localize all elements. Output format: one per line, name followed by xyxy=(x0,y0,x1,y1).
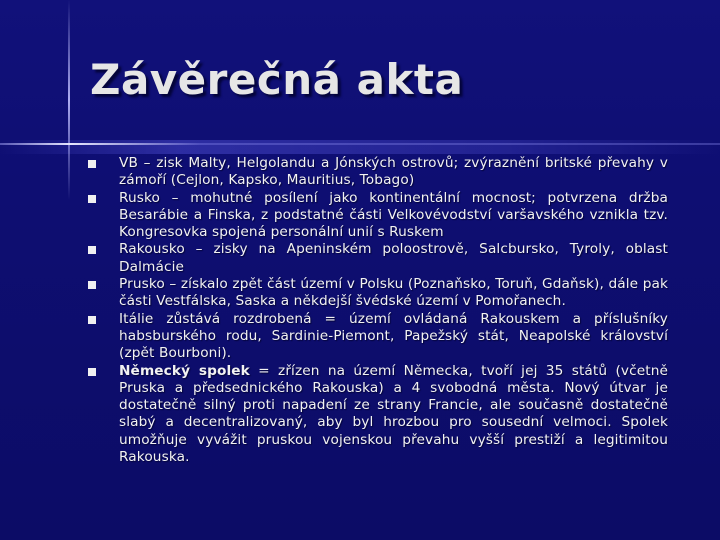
bullet-item xyxy=(88,190,668,242)
bullet-text: = zřízen na území Německa, tvoří jej 35 států (včetně Pruska a předsednického Rakouska) a 4 svobodná města. Nový útvar je dostatečně silný proti napadení ze strany Francie, ale současně dostatečně slabý a decentralizovaný, aby byl hrozbou pro sousední velmoci. Spolek umožňuje vyvážit pruskou vojenskou převahu vyšší prestiží a legitimitou Rakouska. xyxy=(119,362,669,466)
slide-title: Závěrečná akta xyxy=(90,55,464,104)
bullet-item xyxy=(88,241,668,276)
square-bullet-icon xyxy=(88,368,96,376)
bullet-list xyxy=(88,155,668,466)
bullet-item xyxy=(88,363,668,467)
bullet-item xyxy=(88,276,668,311)
decorative-vertical-line xyxy=(68,0,70,200)
bullet-item xyxy=(88,155,668,190)
square-bullet-icon xyxy=(88,160,96,168)
bullet-text: Itálie zůstává rozdrobená = území ovládaná Rakouskem a příslušníky habsburského rodu, Sardinie-Piemont, Papežský stát, Neapolské království (zpět Bourboni). xyxy=(119,310,668,362)
bullet-strong-text: Německý spolek xyxy=(119,362,250,379)
square-bullet-icon xyxy=(88,246,96,254)
bullet-item xyxy=(88,311,668,363)
bullet-text: Prusko – získalo zpět část území v Polsku (Poznaňsko, Toruň, Gdaňsk), dále pak části Vestfálska, Saska a někdejší švédské území v Pomořanech. xyxy=(119,276,668,310)
square-bullet-icon xyxy=(88,281,96,289)
bullet-text: Rusko – mohutné posílení jako kontinentální mocnost; potvrzena držba Besarábie a Finska, z podstatné části Velkovévodství varšavského vznikla tzv. Kongresovka spojená personální unií s Ruskem xyxy=(119,189,668,241)
square-bullet-icon xyxy=(88,195,96,203)
decorative-horizontal-line xyxy=(0,143,200,145)
square-bullet-icon xyxy=(88,316,96,324)
bullet-text: VB – zisk Malty, Helgolandu a Jónských ostrovů; zvýraznění britské převahy v zámoří (Cejlon, Kapsko, Mauritius, Tobago) xyxy=(119,155,668,189)
bullet-text: Rakousko – zisky na Apeninském poloostrově, Salcbursko, Tyroly, oblast Dalmácie xyxy=(119,241,668,275)
